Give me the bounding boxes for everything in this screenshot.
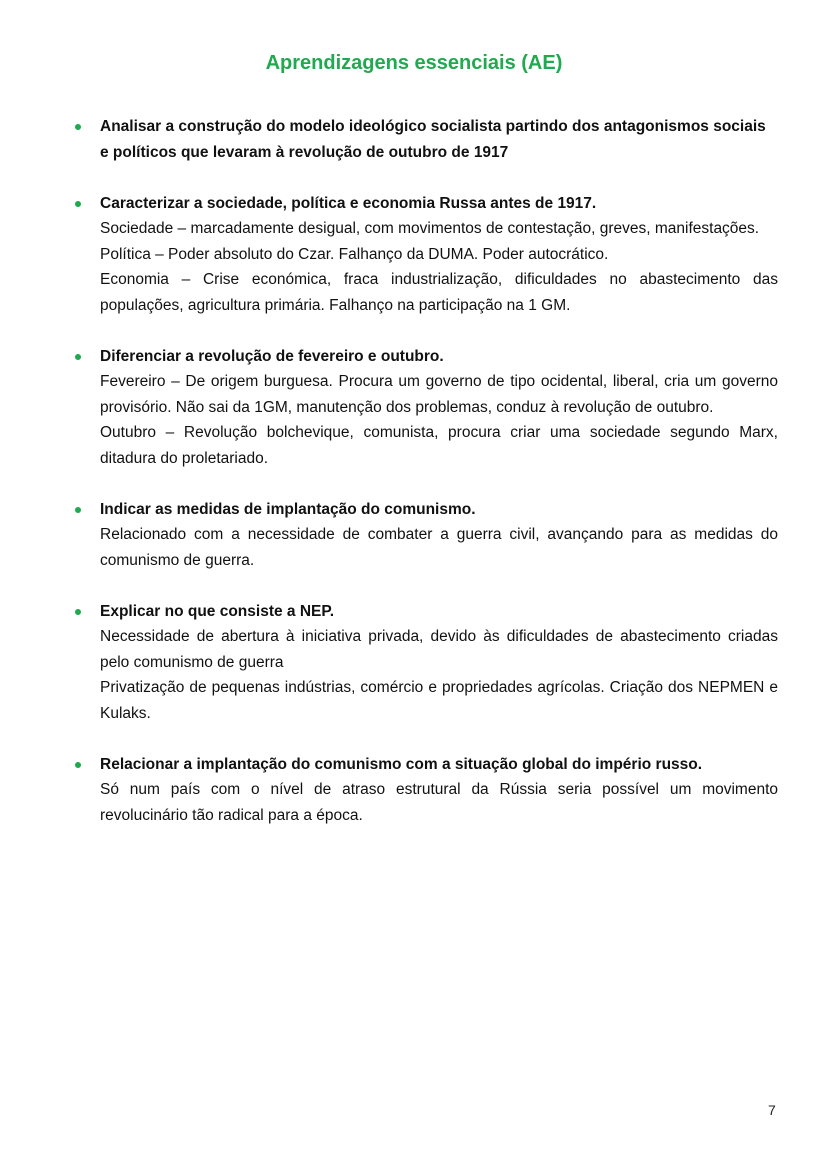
item-heading: Diferenciar a revolução de fevereiro e outubro. [100, 347, 444, 365]
item-heading: Explicar no que consiste a NEP. [100, 602, 335, 620]
bullet-icon [75, 507, 81, 513]
item-heading: Analisar a construção do modelo ideológico socialista partindo dos antagonismos sociais e políticos que levaram à revolução de outubro de 1917 [100, 118, 766, 161]
list-item [72, 114, 778, 165]
list-item [72, 752, 778, 829]
item-paragraph: Economia – Crise económica, fraca industrialização, dificuldades no abastecimento das populações, agricultura primária. Falhanço na participação na 1 GM. [100, 271, 778, 314]
bullet-icon [75, 609, 81, 615]
item-heading: Relacionar a implantação do comunismo com a situação global do império russo. [100, 755, 703, 773]
page-title: Aprendizagens essenciais (AE) [265, 52, 563, 74]
learning-outcomes-list [72, 114, 778, 854]
list-item [72, 344, 778, 472]
bullet-icon [75, 762, 81, 768]
item-paragraph: Outubro – Revolução bolchevique, comunista, procura criar uma sociedade segundo Marx, ditadura do proletariado. [100, 424, 778, 467]
list-item [72, 191, 778, 319]
item-paragraph: Fevereiro – De origem burguesa. Procura um governo de tipo ocidental, liberal, cria um governo provisório. Não sai da 1GM, manutenção dos problemas, conduz à revolução de outubro. [100, 373, 778, 416]
item-paragraph: Só num país com o nível de atraso estrutural da Rússia seria possível um movimento revolucinário tão radical para a época. [100, 781, 778, 824]
bullet-icon [75, 124, 81, 130]
item-paragraph: Necessidade de abertura à iniciativa privada, devido às dificuldades de abastecimento criadas pelo comunismo de guerra [100, 628, 778, 671]
item-paragraph: Sociedade – marcadamente desigual, com movimentos de contestação, greves, manifestações. [100, 220, 760, 237]
list-item [72, 497, 778, 574]
item-heading: Caracterizar a sociedade, política e economia Russa antes de 1917. [100, 194, 597, 212]
item-heading: Indicar as medidas de implantação do comunismo. [100, 500, 476, 518]
item-paragraph: Relacionado com a necessidade de combater a guerra civil, avançando para as medidas do comunismo de guerra. [100, 526, 778, 569]
item-paragraph: Política – Poder absoluto do Czar. Falhanço da DUMA. Poder autocrático. [100, 245, 609, 263]
bullet-icon [75, 201, 81, 207]
list-item [72, 599, 778, 727]
item-paragraph: Privatização de pequenas indústrias, comércio e propriedades agrícolas. Criação dos NEPMEN e Kulaks. [100, 679, 778, 722]
bullet-icon [75, 354, 81, 360]
page-number: 7 [768, 1102, 776, 1118]
